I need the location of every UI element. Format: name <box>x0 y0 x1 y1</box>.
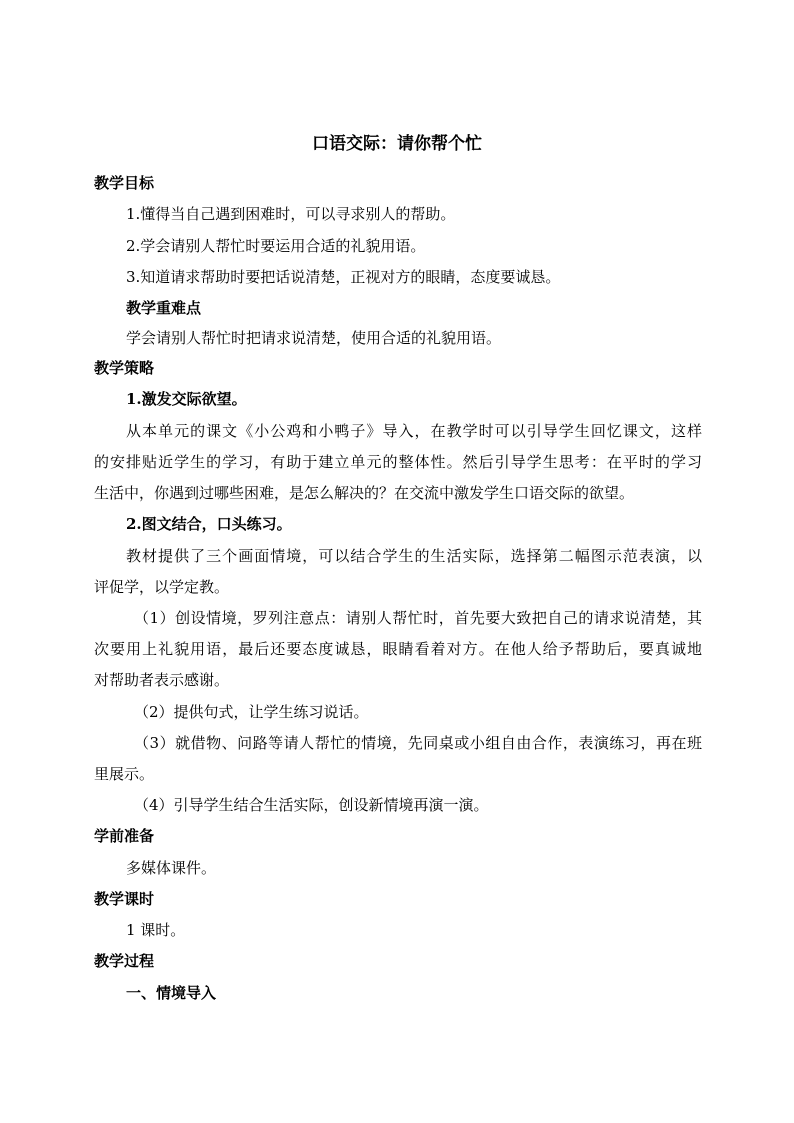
goal-item: 2.学会请别人帮忙时要运用合适的礼貌用语。 <box>126 237 426 255</box>
goals-heading: 教学目标 <box>94 174 155 192</box>
paragraph-line: 评促学，以学定教。 <box>94 578 230 596</box>
hours-text: 1 课时。 <box>126 921 186 939</box>
document-title: 口语交际：请你帮个忙 <box>312 134 482 154</box>
process-heading: 教学过程 <box>94 952 155 970</box>
paragraph-line: 对帮助者表示感谢。 <box>94 671 230 689</box>
paragraph-line: 次要用上礼貌用语，最后还要态度诚恳，眼睛看着对方。在他人给予帮助后，要真诚地 <box>94 640 702 658</box>
process-step-heading: 一、情境导入 <box>126 984 217 1002</box>
strategy-subheading: 2.图文结合，口头练习。 <box>126 515 292 533</box>
keypoints-text: 学会请别人帮忙时把请求说清楚，使用合适的礼貌用语。 <box>126 329 502 347</box>
paragraph-line: 的安排贴近学生的学习，有助于建立单元的整体性。然后引导学生思考：在平时的学习 <box>94 453 702 471</box>
prep-text: 多媒体课件。 <box>126 859 217 877</box>
paragraph-line: 生活中，你遇到过哪些困难，是怎么解决的？在交流中激发学生口语交际的欲望。 <box>94 484 635 502</box>
prep-heading: 学前准备 <box>94 827 155 845</box>
goal-item: 1.懂得当自己遇到困难时，可以寻求别人的帮助。 <box>126 205 456 223</box>
strategy-subheading: 1.激发交际欲望。 <box>126 390 247 408</box>
strategy-heading: 教学策略 <box>94 359 155 377</box>
paragraph-line: 教材提供了三个画面情境，可以结合学生的生活实际，选择第二幅图示范表演，以 <box>126 547 702 565</box>
keypoints-heading: 教学重难点 <box>126 299 202 317</box>
paragraph-line: 从本单元的课文《小公鸡和小鸭子》导入，在教学时可以引导学生回忆课文，这样 <box>126 422 702 440</box>
paragraph-line: （3）就借物、问路等请人帮忙的情境，先同桌或小组自由合作，表演练习，再在班 <box>134 734 702 752</box>
goal-item: 3.知道请求帮助时要把话说清楚，正视对方的眼睛，态度要诚恳。 <box>126 268 561 286</box>
paragraph-line: （2）提供句式，让学生练习说话。 <box>134 703 369 721</box>
paragraph-line: 里展示。 <box>94 765 155 783</box>
hours-heading: 教学课时 <box>94 890 155 908</box>
paragraph-line: （1）创设情境，罗列注意点：请别人帮忙时，首先要大致把自己的请求说清楚，其 <box>134 609 702 627</box>
paragraph-line: （4）引导学生结合生活实际，创设新情境再演一演。 <box>134 796 489 814</box>
